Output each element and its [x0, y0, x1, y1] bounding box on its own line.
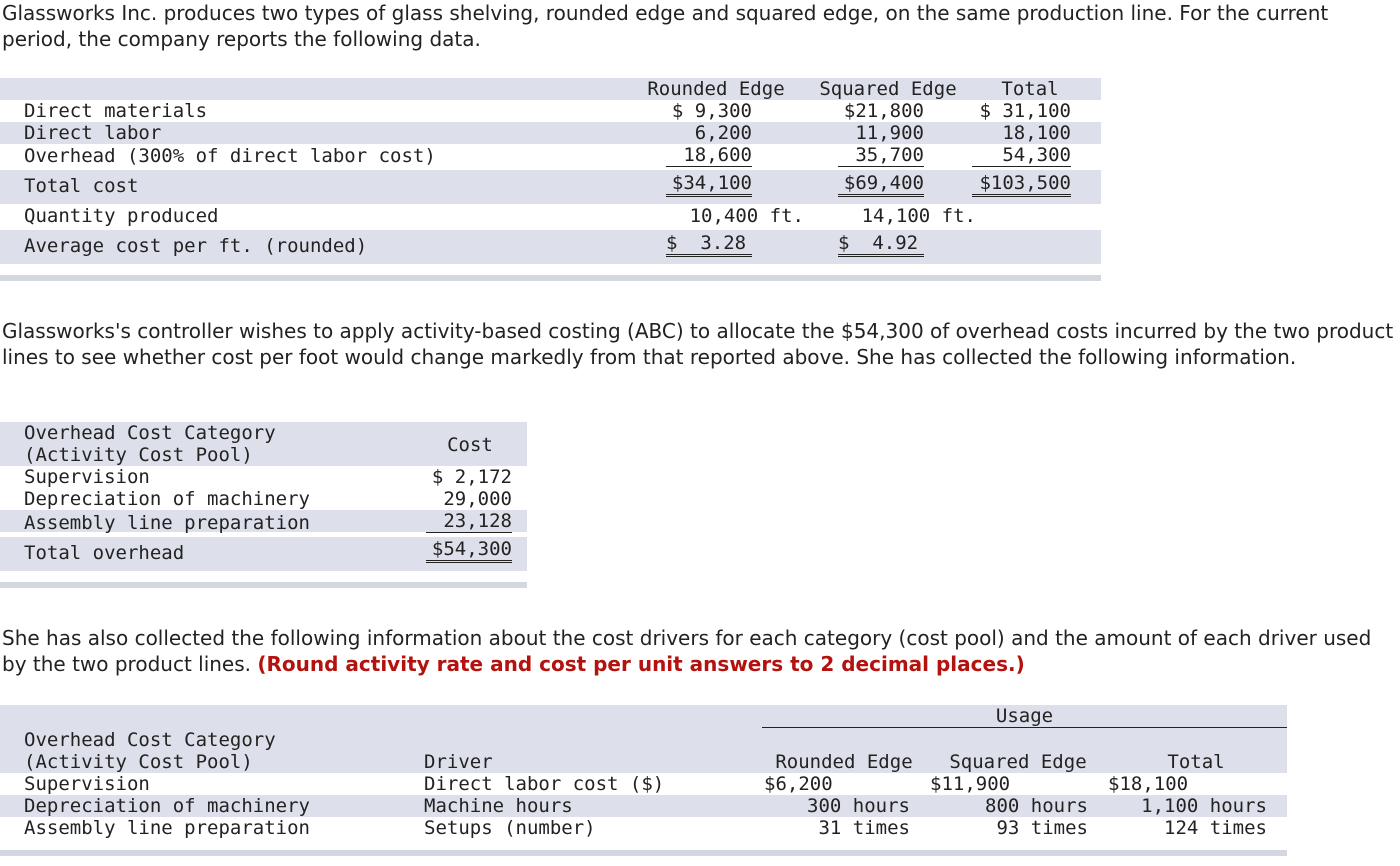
cell-rounded: $6,200: [764, 773, 833, 795]
row-label-direct-labor: Direct labor: [24, 122, 162, 144]
row-label-overhead: Overhead (300% of direct labor cost): [24, 145, 436, 167]
cell-squared: 11,900: [855, 122, 924, 144]
cell-squared: 93 times: [996, 817, 1088, 839]
row-label-assembly: Assembly line preparation: [24, 512, 310, 534]
cell-rounded: 31 times: [818, 817, 910, 839]
cell-cost: $ 2,172: [431, 466, 512, 488]
cell-squared: $11,900: [930, 773, 1011, 795]
col-header-total: Total: [1001, 78, 1059, 100]
abc-intro-paragraph: Glassworks's controller wishes to apply activity-based costing (ABC) to allocate the $54,300 of overhead costs incurred by the two product lines to see whether cost per foot would change markedly from that reported above. She has collected the following information.: [2, 319, 1394, 369]
row-label-total-cost: Total cost: [24, 175, 139, 197]
cell-driver: Setups (number): [424, 817, 596, 839]
cell-rounded: $ 3.28: [666, 232, 752, 257]
cell-total: $ 31,100: [979, 100, 1071, 122]
cell-total: 124 times: [1164, 817, 1267, 839]
row-label-supervision: Supervision: [24, 773, 150, 795]
cell-rounded: 6,200: [694, 122, 752, 144]
col-header-category-line2: (Activity Cost Pool): [24, 444, 253, 466]
row-label-assembly: Assembly line preparation: [24, 817, 310, 839]
cell-squared: 14,100 ft.: [861, 205, 976, 227]
row-label-depreciation: Depreciation of machinery: [24, 488, 310, 510]
cell-rounded: 10,400 ft.: [689, 205, 804, 227]
cell-total: 54,300: [972, 144, 1071, 167]
col-header-total: Total: [1167, 751, 1225, 773]
row-label-depreciation: Depreciation of machinery: [24, 795, 310, 817]
cell-total: 1,100 hours: [1141, 795, 1267, 817]
rounding-instruction: (Round activity rate and cost per unit answers to 2 decimal places.): [257, 652, 1025, 676]
col-header-category-line1: Overhead Cost Category: [24, 422, 276, 444]
row-label-total-overhead: Total overhead: [24, 542, 185, 564]
cell-rounded: $34,100: [666, 172, 752, 197]
cell-squared: 35,700: [838, 144, 924, 167]
intro-paragraph: Glassworks Inc. produces two types of glass shelving, rounded edge and squared edge, on the same production line. For the current period, the company reports the following data.: [2, 1, 1329, 51]
cell-squared: $ 4.92: [838, 232, 924, 257]
col-header-category-line2: (Activity Cost Pool): [24, 751, 253, 773]
row-label-direct-materials: Direct materials: [24, 100, 208, 122]
table-bottom-rule: [0, 582, 527, 588]
row-label-average-cost: Average cost per ft. (rounded): [24, 235, 368, 257]
cell-rounded: 18,600: [666, 144, 752, 167]
col-header-squared: Squared Edge: [949, 751, 1087, 773]
cell-cost: $54,300: [426, 538, 512, 563]
col-header-rounded: Rounded Edge: [647, 78, 785, 100]
cell-squared: $69,400: [838, 172, 924, 197]
col-header-driver: Driver: [424, 751, 493, 773]
table-bottom-rule: [0, 850, 1287, 856]
cost-driver-text: She has also collected the following information about the cost drivers for each category (cost pool) and the amount of each driver used by the two product lines.: [2, 626, 1372, 676]
row-band: [0, 122, 1101, 144]
col-header-cost: Cost: [447, 434, 493, 456]
cost-driver-paragraph: [2, 625, 1394, 677]
usage-underline: [762, 727, 1287, 728]
table-bottom-rule: [0, 275, 1101, 281]
cell-driver: Machine hours: [424, 795, 573, 817]
col-header-rounded: Rounded Edge: [775, 751, 913, 773]
cell-cost: 29,000: [443, 488, 512, 510]
cell-total: 18,100: [1002, 122, 1071, 144]
row-band: [0, 170, 1101, 204]
col-header-squared: Squared Edge: [819, 78, 957, 100]
cell-driver: Direct labor cost ($): [424, 773, 665, 795]
col-header-usage: Usage: [995, 705, 1054, 727]
col-header-category-line1: Overhead Cost Category: [24, 729, 276, 751]
cell-squared: 800 hours: [985, 795, 1088, 817]
row-label-supervision: Supervision: [24, 466, 150, 488]
cell-squared: $21,800: [843, 100, 924, 122]
cell-total: $103,500: [972, 172, 1071, 197]
cell-total: $18,100: [1108, 773, 1189, 795]
cell-cost: 23,128: [426, 510, 512, 533]
cell-rounded: 300 hours: [807, 795, 910, 817]
cell-rounded: $ 9,300: [671, 100, 752, 122]
row-label-quantity-produced: Quantity produced: [24, 205, 219, 227]
